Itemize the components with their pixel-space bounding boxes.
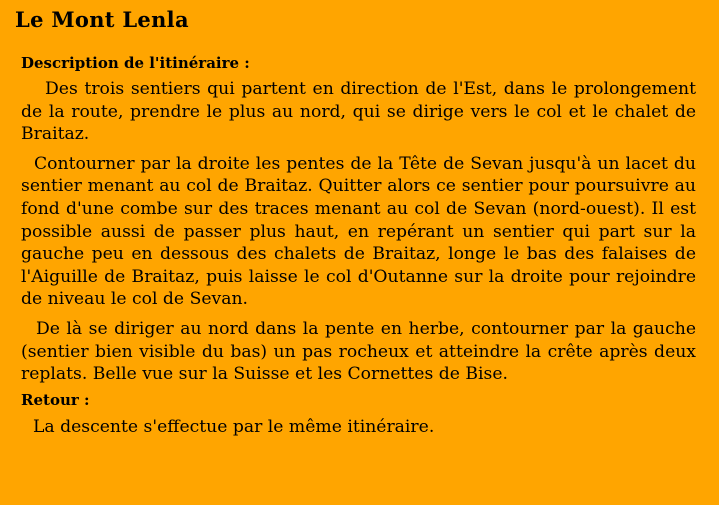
description-paragraph-3: De là se diriger au nord dans la pente en herbe, contourner par la gauche (sentier bien visible du bas) un pas rocheux et atteindre la crête après deux replats. Belle vue sur la Suisse et les Cornettes de Bise.	[21, 318, 696, 385]
retour-heading: Retour :	[21, 390, 90, 409]
retour-paragraph: La descente s'effectue par le même itinéraire.	[33, 416, 435, 437]
route-description	[21, 52, 696, 438]
description-heading: Description de l'itinéraire :	[21, 54, 250, 72]
description-paragraph-1: Des trois sentiers qui partent en direction de l'Est, dans le prolongement de la route, prendre le plus au nord, qui se dirige vers le col et le chalet de Braitaz.	[21, 79, 696, 145]
page-title: Le Mont Lenla	[15, 7, 189, 32]
description-paragraph-2: Contourner par la droite les pentes de la Tête de Sevan jusqu'à un lacet du sentier menant au col de Braitaz. Quitter alors ce sentier pour poursuivre au fond d'une combe sur des traces menant au col de Sevan (nord-ouest). Il est possible aussi de passer plus haut, en repérant un sentier qui part sur la gauche peu en dessous des chalets de Braitaz, longe le bas des falaises de l'Aiguille de Braitaz, puis laisse le col d'Outanne sur la droite pour rejoindre de niveau le col de Sevan.	[21, 153, 696, 310]
